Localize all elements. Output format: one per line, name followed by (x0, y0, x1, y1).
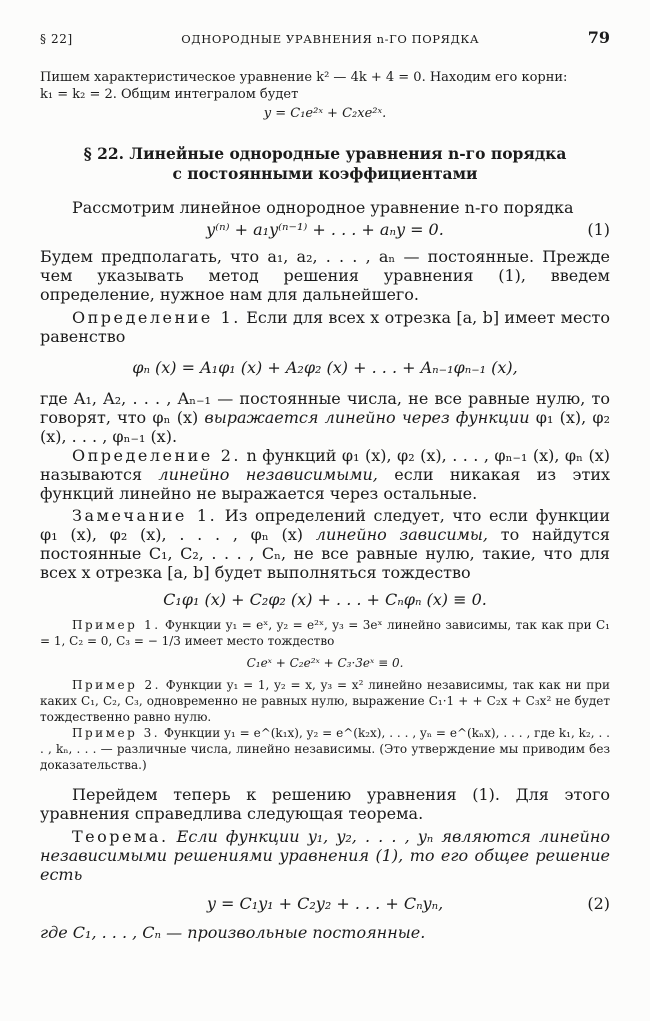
example-3-label: Пример 3. (72, 726, 161, 740)
para2-text: Будем предполагать, что a₁, a₂, . . . , aₙ — постоянные. Прежде чем указывать метод решения уравнения (1), введем определение, нужное нам для дальнейшего. (40, 247, 610, 304)
definition-2-text-a: n функций φ₁ (x), φ₂ (x), . . . , φₙ₋₁ (x), φₙ (x) называются (40, 446, 610, 484)
section-title (40, 144, 610, 184)
section-ref: § 22] (40, 32, 73, 46)
equation-1-number: (1) (587, 220, 610, 239)
remark-1-text-b: то найдутся постоянные C₁, C₂, . . . , Cₙ, не все равные нулю, такие, что для всех x отрезка [a, b] будет выполняться тождество (40, 525, 611, 582)
theorem (40, 827, 610, 884)
example-2-label: Пример 2. (72, 678, 161, 692)
definition-1 (40, 308, 610, 346)
remark-1 (40, 506, 610, 582)
intro-line1: Пишем характеристическое уравнение k² — 4k + 4 = 0. Находим его корни: (40, 70, 568, 85)
remark-1-italic: линейно зависимы, (315, 525, 489, 544)
equation-2-body: y = C₁y₁ + C₂y₂ + . . . + Cₙyₙ, (206, 894, 444, 913)
remark-1-label: Замечание 1. (72, 506, 218, 525)
example-2 (40, 677, 610, 725)
example-2-text: Функции y₁ = 1, y₂ = x, y₃ = x² линейно независимы, так как ни при каких C₁, C₂, C₃, одновременно не равных нулю, выражение C₁·1 + + C₂x + C₃x² не будет тождественно равно нулю. (40, 678, 610, 724)
example-1-label: Пример 1. (72, 618, 161, 632)
example-1-text: Функции y₁ = eˣ, y₂ = e²ˣ, y₃ = 3eˣ линейно зависимы, так как при C₁ = 1, C₂ = 0, C₃ = − 1/3 имеет место тождество (40, 618, 610, 648)
equation-2 (40, 894, 610, 913)
theorem-tail: где C₁, . . . , Cₙ — произвольные постоянные. (40, 923, 426, 942)
definition-1-label: Определение 1. (72, 308, 241, 327)
running-title: ОДНОРОДНЫЕ УРАВНЕНИЯ n-ГО ПОРЯДКА (181, 32, 480, 46)
definition-1-after (40, 389, 610, 446)
running-header (40, 28, 610, 47)
equation-2-number: (2) (587, 894, 610, 913)
section-title-line2: с постоянными коэффициентами (172, 164, 478, 183)
definition-2-italic: линейно независимыми, (158, 465, 378, 484)
equation-1-body: y⁽ⁿ⁾ + a₁y⁽ⁿ⁻¹⁾ + . . . + aₙy = 0. (206, 220, 444, 239)
para1-text: Рассмотрим линейное однородное уравнение n-го порядка (72, 198, 574, 217)
equation-1 (40, 220, 610, 239)
example-3 (40, 725, 610, 773)
definition-1-after-plain: где A₁, A₂, . . . , Aₙ₋₁ — постоянные числа, не все равные нулю, то говорят, что φₙ (x) (40, 389, 610, 427)
remark-1-text-a: Из определений следует, что если функции φ₁ (x), φ₂ (x), . . . , φₙ (x) (40, 506, 611, 544)
definition-2 (40, 446, 610, 503)
definition-1-after-italic: выражается линейно через функции (204, 408, 530, 427)
page-number: 79 (587, 28, 610, 47)
definition-1-equation: φₙ (x) = A₁φ₁ (x) + A₂φ₂ (x) + . . . + Aₙ₋₁φₙ₋₁ (x), (132, 358, 518, 377)
definition-2-label: Определение 2. (72, 446, 241, 465)
example-1 (40, 617, 610, 649)
theorem-text: Если функции y₁, y₂, . . . , yₙ являются линейно независимыми решениями уравнения (1), то его общее решение есть (40, 827, 610, 884)
definition-1-after-tail: φ₁ (x), φ₂ (x), . . . , φₙ₋₁ (x). (40, 408, 611, 446)
definition-1-text: Если для всех x отрезка [a, b] имеет место равенство (40, 308, 610, 346)
example-3-text: Функции y₁ = e^(k₁x), y₂ = e^(k₂x), . . . , yₙ = e^(kₙx), . . . , где k₁, k₂, . . . , kₙ, . . . — различные числа, линейно независимы. (Это утверждение мы приводим без доказательства.) (40, 726, 610, 772)
example-1-equation: C₁eˣ + C₂e²ˣ + C₃·3eˣ ≡ 0. (246, 656, 404, 670)
intro-formula: y = C₁e²ˣ + C₂xe²ˣ. (263, 106, 387, 121)
definition-2-text-b: если никакая из этих функций линейно не выражается через остальные. (40, 465, 610, 503)
intro-line2: k₁ = k₂ = 2. Общим интегралом будет (40, 87, 299, 102)
theorem-label: Теорема. (72, 827, 169, 846)
para3-text: Перейдем теперь к решению уравнения (1). Для этого уравнения справедлива следующая теорема. (40, 785, 610, 823)
remark-1-equation: C₁φ₁ (x) + C₂φ₂ (x) + . . . + Cₙφₙ (x) ≡ 0. (163, 590, 487, 609)
section-title-line1: § 22. Линейные однородные уравнения n-го порядка (83, 144, 567, 163)
